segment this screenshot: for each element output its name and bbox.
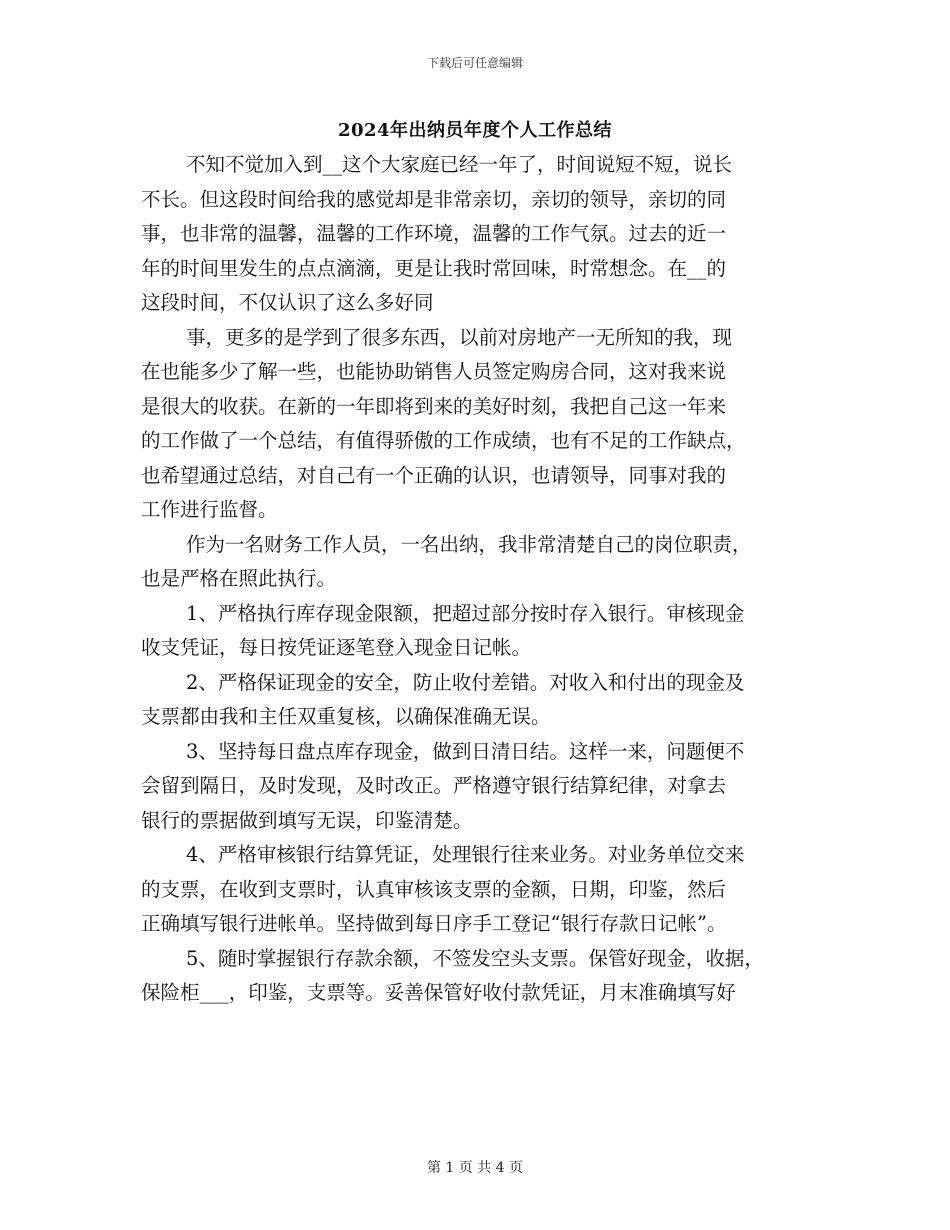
document-title: 2024年出纳员年度个人工作总结 [337, 120, 613, 141]
text-line: 2、严格保证现金的安全，防止收付差错。对收入和付出的现金及 [186, 670, 745, 694]
text-line: 1、严格执行库存现金限额，把超过部分按时存入银行。审核现金 [186, 601, 745, 625]
text-line: 的工作做了一个总结，有值得骄傲的工作成绩，也有不足的工作缺点， [141, 429, 746, 452]
text-line: 正确填写银行进帐单。坚持做到每日序手工登记“银行存款日记帐”。 [141, 912, 727, 935]
text-line: 会留到隔日，及时发现，及时改正。严格遵守银行结算纪律，对拿去 [141, 774, 727, 797]
text-line: 5、随时掌握银行存款余额，不签发空头支票。保管好现金，收据， [186, 946, 764, 970]
text-line: 这段时间，不仅认识了这么多好同 [141, 291, 434, 314]
paragraph [141, 321, 821, 528]
text-line: 4、严格审核银行结算凭证，处理银行往来业务。对业务单位交来 [186, 843, 745, 866]
paragraph [141, 597, 821, 666]
text-line: 3、坚持每日盘点库存现金，做到日清日结。这样一来，问题便不 [186, 739, 745, 763]
text-line: 收支凭证，每日按凭证逐笔登入现金日记帐。 [141, 636, 532, 659]
paragraph [141, 942, 821, 1011]
paragraph [141, 666, 821, 735]
text-line: 年的时间里发生的点点滴滴，更是让我时常回味，时常想念。在__的 [141, 256, 727, 280]
page-footer: 第 1 页 共 4 页 [426, 1160, 524, 1176]
text-line: 也是严格在照此执行。 [141, 567, 337, 590]
text-line: 工作进行监督。 [141, 498, 278, 521]
text-line: 的支票，在收到支票时，认真审核该支票的金额，日期，印鉴，然后 [141, 877, 727, 901]
text-line: 是很大的收获。在新的一年即将到来的美好时刻，我把自己这一年来 [141, 394, 727, 418]
document-body [141, 148, 821, 1011]
text-line: 不长。但这段时间给我的感觉却是非常亲切，亲切的领导，亲切的同 [141, 187, 727, 211]
paragraph [141, 838, 821, 942]
text-line: 作为一名财务工作人员，一名出纳，我非常清楚自己的岗位职责， [186, 532, 752, 556]
page-header: 下载后可任意编辑 [426, 56, 523, 70]
paragraph [141, 735, 821, 839]
text-line: 也希望通过总结，对自己有一个正确的认识，也请领导，同事对我的 [141, 463, 727, 487]
text-line: 支票都由我和主任双重复核，以确保准确无误。 [141, 705, 551, 728]
text-line: 保险柜___，印鉴，支票等。妥善保管好收付款凭证，月末准确填写好 [141, 981, 736, 1004]
text-line: 事，也非常的温馨，温馨的工作环境，温馨的工作气氛。过去的近一 [141, 222, 727, 245]
text-line: 不知不觉加入到__这个大家庭已经一年了，时间说短不短，说长 [186, 153, 733, 176]
paragraph [141, 148, 821, 321]
paragraph [141, 528, 821, 597]
text-line: 银行的票据做到填写无误，印鉴清楚。 [141, 808, 473, 832]
text-line: 在也能多少了解一些，也能协助销售人员签定购房合同，这对我来说 [141, 360, 727, 383]
text-line: 事，更多的是学到了很多东西，以前对房地产一无所知的我，现 [186, 325, 733, 349]
